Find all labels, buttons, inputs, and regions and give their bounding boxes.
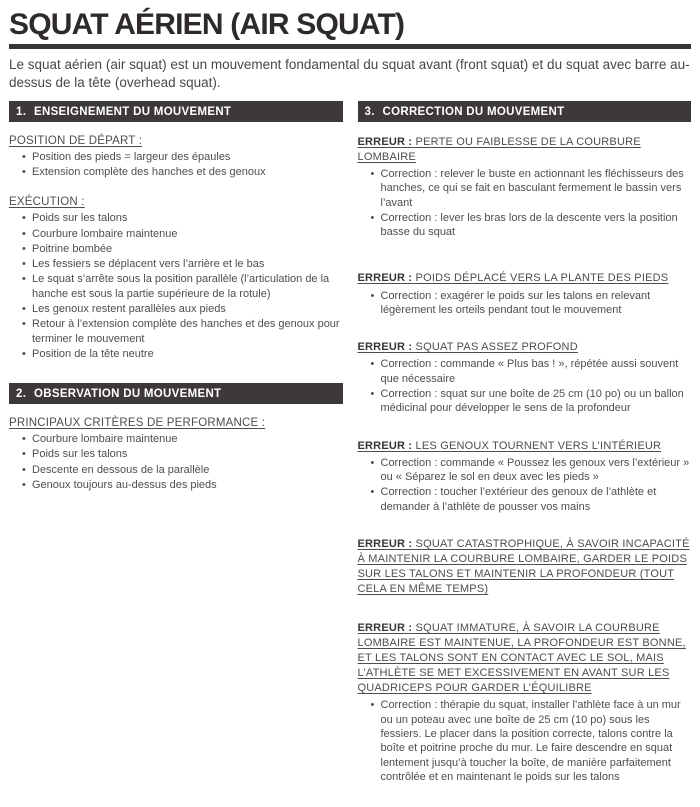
error-bullet-list bbox=[358, 357, 692, 415]
error-heading bbox=[358, 439, 692, 454]
error-heading bbox=[358, 340, 692, 355]
two-column-layout bbox=[9, 101, 691, 807]
bullet-item: • Correction : squat sur une boîte de 25 cm (10 po) ou un ballon médicinal pour développer le sens de la profondeur bbox=[371, 387, 692, 416]
bullet-item: • Courbure lombaire maintenue bbox=[22, 227, 343, 241]
error-bullet-list bbox=[358, 698, 692, 784]
error-title: LES GENOUX TOURNENT VERS L’INTÉRIEUR bbox=[415, 439, 662, 452]
error-block-courbure-lombaire bbox=[358, 135, 692, 240]
page-title: SQUAT AÉRIEN (AIR SQUAT) bbox=[9, 8, 405, 41]
error-block-squat-catastrophique bbox=[358, 537, 692, 598]
bullet-item: • Les genoux restent parallèles aux pieds bbox=[22, 302, 343, 316]
subsection-heading: POSITION DE DÉPART : bbox=[9, 134, 143, 147]
error-bullet-list bbox=[358, 167, 692, 239]
error-heading bbox=[358, 135, 692, 165]
error-label: ERREUR : bbox=[357, 341, 413, 354]
section-number: 3. bbox=[364, 105, 375, 118]
bullet-item: • Extension complète des hanches et des genoux bbox=[22, 165, 343, 179]
section-title: CORRECTION DU MOUVEMENT bbox=[382, 105, 565, 118]
bullet-item: • Retour à l’extension complète des hanches et des genoux pour terminer le mouvement bbox=[22, 317, 343, 346]
bullet-item: • Correction : toucher l’extérieur des genoux de l’athlète et demander à l’athlète de pousser vos mains bbox=[371, 485, 692, 514]
error-heading bbox=[358, 621, 692, 697]
error-title: SQUAT CATASTROPHIQUE, À SAVOIR INCAPACITÉ À MAINTENIR LA COURBURE LOMBAIRE, GARDER LE POIDS SUR LES TALONS ET MAINTENIR LA PROFONDEUR (TOUT CELA EN MÊME TEMPS) bbox=[357, 537, 690, 596]
error-bullet-list bbox=[358, 456, 692, 514]
error-title: SQUAT PAS ASSEZ PROFOND bbox=[415, 341, 578, 354]
section-header-observation bbox=[9, 383, 343, 404]
section-title: ENSEIGNEMENT DU MOUVEMENT bbox=[34, 105, 232, 118]
subsection-execution bbox=[9, 196, 343, 361]
error-block-squat-immature bbox=[358, 621, 692, 785]
subsection-position-depart bbox=[9, 135, 343, 180]
subsection-heading: PRINCIPAUX CRITÈRES DE PERFORMANCE : bbox=[9, 417, 266, 430]
error-label: ERREUR : bbox=[357, 621, 413, 634]
bullet-item: • Correction : exagérer le poids sur les talons en relevant légèrement les orteils pendant tout le mouvement bbox=[371, 289, 692, 318]
error-title: SQUAT IMMATURE, À SAVOIR LA COURBURE LOMBAIRE EST MAINTENUE, LA PROFONDEUR EST BONNE, ET LES TALONS SONT EN CONTACT AVEC LE SOL, MAIS L’ATHLÈTE SE MET EXCESSIVEMENT EN AVANT SUR LES QUADRICEPS POUR GARDER L’ÉQUILIBRE bbox=[357, 621, 686, 695]
bullet-item: • Correction : commande « Poussez les genoux vers l’extérieur » ou « Séparez le sol en deux avec les pieds » bbox=[371, 456, 692, 485]
subsection-criteres-performance bbox=[9, 417, 343, 492]
section-title: OBSERVATION DU MOUVEMENT bbox=[34, 388, 222, 401]
bullet-item: • Correction : relever le buste en actionnant les fléchisseurs des hanches, ce qui se fait en basculant fermement le bassin vers l’avant bbox=[371, 167, 692, 210]
error-title: PERTE OU FAIBLESSE DE LA COURBURE LOMBAIRE bbox=[357, 135, 641, 163]
bullet-list bbox=[9, 150, 343, 180]
bullet-item: • Poids sur les talons bbox=[22, 447, 343, 461]
right-column bbox=[358, 101, 692, 807]
error-block-genoux-interieur bbox=[358, 439, 692, 514]
bullet-item: • Correction : thérapie du squat, installer l’athlète face à un mur ou un poteau avec une boîte de 25 cm (10 po) sous les fessiers. Le placer dans la position correcte, talons contre la boîte et poitrine proche du mur. Le faire descendre en squat lentement jusqu’à toucher la boîte, de manière parfaitement contrôlée et en maintenant le poids sur les talons bbox=[371, 698, 692, 784]
intro-text: Le squat aérien (air squat) est un mouvement fondamental du squat avant (front squat) et du squat avec barre au-dessus de la tête (overhead squat). bbox=[9, 57, 690, 90]
bullet-list bbox=[9, 211, 343, 361]
bullet-item: • Le squat s’arrête sous la position parallèle (l’articulation de la hanche est sous la partie supérieure de la rotule) bbox=[22, 272, 343, 301]
bullet-item: • Courbure lombaire maintenue bbox=[22, 432, 343, 446]
error-label: ERREUR : bbox=[357, 272, 413, 285]
error-label: ERREUR : bbox=[357, 135, 413, 148]
subsection-heading: EXÉCUTION : bbox=[9, 196, 85, 209]
title-divider bbox=[9, 44, 691, 49]
error-block-poids-plante-pieds bbox=[358, 271, 692, 317]
section-number: 2. bbox=[16, 388, 27, 401]
error-bullet-list bbox=[358, 289, 692, 318]
bullet-item: • Position des pieds = largeur des épaules bbox=[22, 150, 343, 164]
error-heading bbox=[358, 271, 692, 286]
error-block-squat-pas-profond bbox=[358, 340, 692, 415]
error-label: ERREUR : bbox=[357, 439, 413, 452]
bullet-item: • Genoux toujours au-dessus des pieds bbox=[22, 478, 343, 492]
bullet-item: • Poitrine bombée bbox=[22, 242, 343, 256]
section-number: 1. bbox=[16, 105, 27, 118]
error-title: POIDS DÉPLACÉ VERS LA PLANTE DES PIEDS bbox=[415, 272, 669, 285]
bullet-item: • Poids sur les talons bbox=[22, 211, 343, 225]
bullet-item: • Correction : commande « Plus bas ! », répétée aussi souvent que nécessaire bbox=[371, 357, 692, 386]
section-header-correction bbox=[358, 101, 692, 122]
bullet-item: • Les fessiers se déplacent vers l’arrière et le bas bbox=[22, 257, 343, 271]
error-label: ERREUR : bbox=[357, 537, 413, 550]
error-heading bbox=[358, 537, 692, 598]
bullet-item: • Position de la tête neutre bbox=[22, 347, 343, 361]
left-column bbox=[9, 101, 343, 510]
bullet-item: • Descente en dessous de la parallèle bbox=[22, 463, 343, 477]
bullet-list bbox=[9, 432, 343, 492]
section-header-enseignement bbox=[9, 101, 343, 122]
bullet-item: • Correction : lever les bras lors de la descente vers la position basse du squat bbox=[371, 211, 692, 240]
